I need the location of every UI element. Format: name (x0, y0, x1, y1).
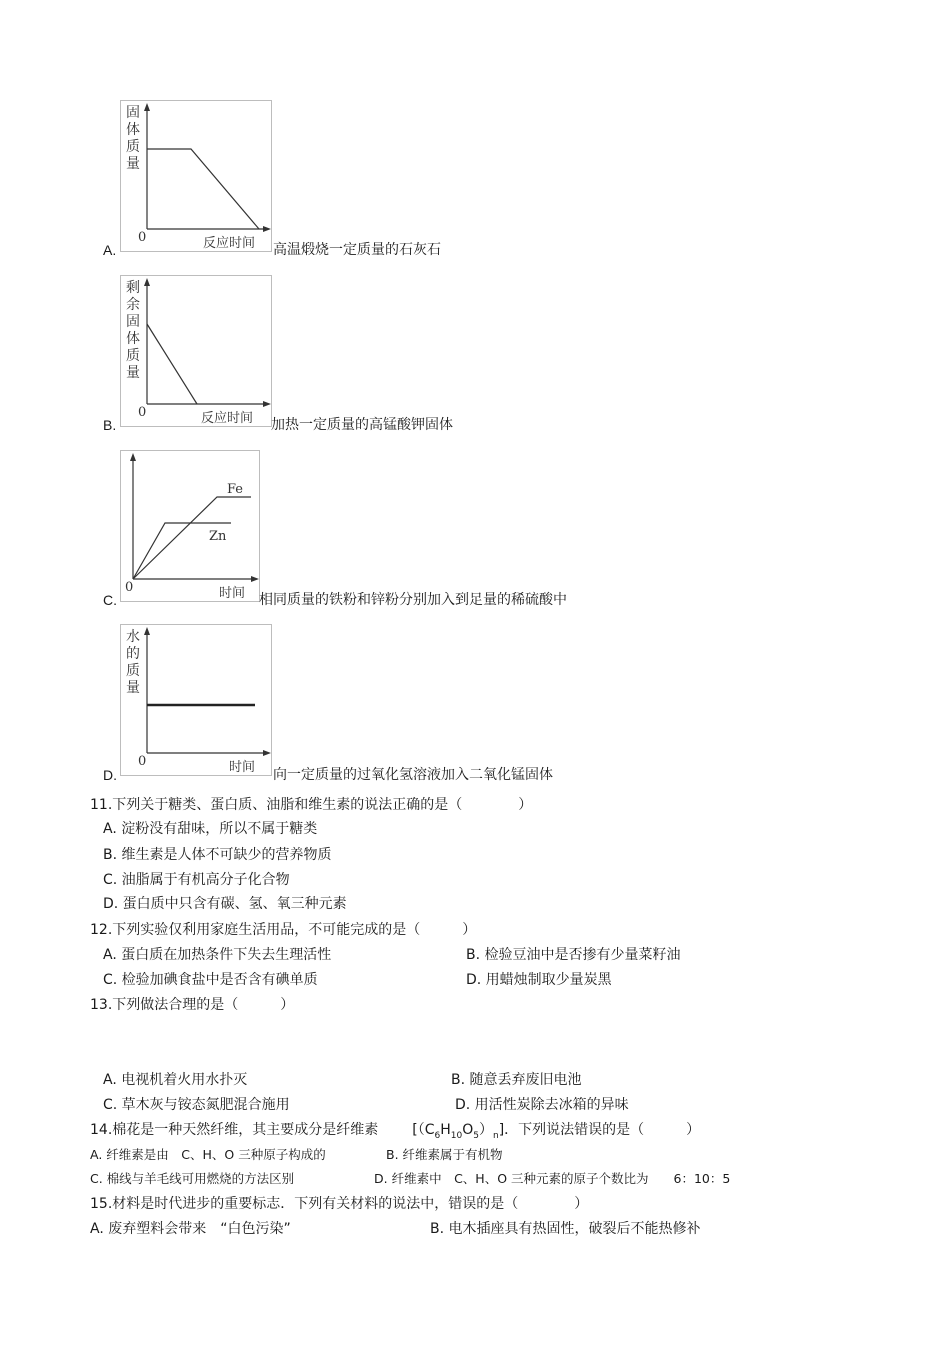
x-axis-label: 反应时间 (203, 236, 256, 251)
origin-label: 0 (138, 754, 147, 769)
q12-option-a: A. 蛋白质在加热条件下失去生理活性 (103, 947, 332, 963)
graph-c (120, 450, 260, 602)
q14-option-c: C. 棉线与羊毛线可用燃烧的方法区别 (90, 1171, 295, 1186)
option-letter-b: B. (103, 417, 117, 433)
q12-option-d: D. 用蜡烛制取少量炭黑 (466, 972, 612, 988)
q15-option-a: A. 废弃塑料会带来 “白色污染” (90, 1221, 291, 1237)
q15-option-b: B. 电木插座具有热固性，破裂后不能热修补 (430, 1221, 701, 1237)
option-text-a: 高温煅烧一定质量的石灰石 (273, 242, 441, 258)
q14-stem-text: 14.棉花是一种天然纤维，其主要成分是纤维素 (90, 1122, 379, 1138)
q11-option-c: C. 油脂属于有机高分子化合物 (103, 872, 290, 888)
origin-label: 0 (138, 405, 147, 420)
q11-option-b: B. 维生素是人体不可缺少的营养物质 (103, 847, 332, 863)
option-text-c: 相同质量的铁粉和锌粉分别加入到足量的稀硫酸中 (259, 592, 567, 608)
option-letter-a: A. (103, 242, 117, 258)
x-axis-label: 时间 (229, 760, 256, 775)
option-letter-d: D. (103, 767, 117, 783)
graph-d (120, 624, 272, 776)
q12-option-c: C. 检验加碘食盐中是否含有碘单质 (103, 972, 318, 988)
q14-option-b: B. 纤维素属于有机物 (386, 1147, 503, 1162)
q13-option-d: D. 用活性炭除去冰箱的异味 (455, 1097, 629, 1113)
q14-stem: 14.棉花是一种天然纤维，其主要成分是纤维素 $[(C_6H_{10}O_5)_n]$．下列说法错误的是（ ） (90, 1122, 701, 1141)
origin-label: 0 (138, 230, 147, 245)
q13-option-b: B. 随意丢弃废旧电池 (451, 1072, 582, 1088)
q14-option-a: A. 纤维素是由 C、H、O 三种原子构成的 (90, 1147, 326, 1162)
y-axis-label: 固体质量 (126, 105, 140, 172)
fe-line (133, 497, 251, 579)
q14-option-d: D. 纤维素中 C、H、O 三种元素的原子个数比为 6：10：5 (374, 1171, 731, 1186)
q11-stem: 11.下列关于糖类、蛋白质、油脂和维生素的说法正确的是（ ） (90, 797, 533, 813)
q13-option-a: A. 电视机着火用水扑灭 (103, 1072, 248, 1088)
y-axis-label: 水的质量 (126, 629, 140, 696)
option-text-d: 向一定质量的过氧化氢溶液加入二氧化锰固体 (273, 767, 553, 783)
q13-stem: 13.下列做法合理的是（ ） (90, 997, 295, 1013)
q11-option-a: A. 淀粉没有甜味，所以不属于糖类 (103, 821, 318, 837)
q12-stem: 12.下列实验仅利用家庭生活用品，不可能完成的是（ ） (90, 922, 477, 938)
q11-option-d: D. 蛋白质中只含有碳、氢、氧三种元素 (103, 896, 347, 912)
option-text-b: 加热一定质量的高锰酸钾固体 (271, 417, 453, 433)
graph-b (120, 275, 272, 427)
q15-stem: 15.材料是时代进步的重要标志．下列有关材料的说法中，错误的是（ ） (90, 1196, 589, 1212)
origin-label: 0 (125, 580, 134, 595)
graph-a (120, 100, 272, 252)
series-label-zn: Zn (209, 529, 227, 544)
x-axis-label: 时间 (219, 586, 246, 601)
y-axis-label: 剩余固体质量 (126, 280, 140, 381)
series-label-fe: Fe (227, 482, 244, 497)
q12-option-b: B. 检验豆油中是否掺有少量菜籽油 (466, 947, 681, 963)
option-letter-c: C. (103, 592, 117, 608)
q13-option-c: C. 草木灰与铵态氮肥混合施用 (103, 1097, 290, 1113)
x-axis-label: 反应时间 (201, 411, 254, 426)
